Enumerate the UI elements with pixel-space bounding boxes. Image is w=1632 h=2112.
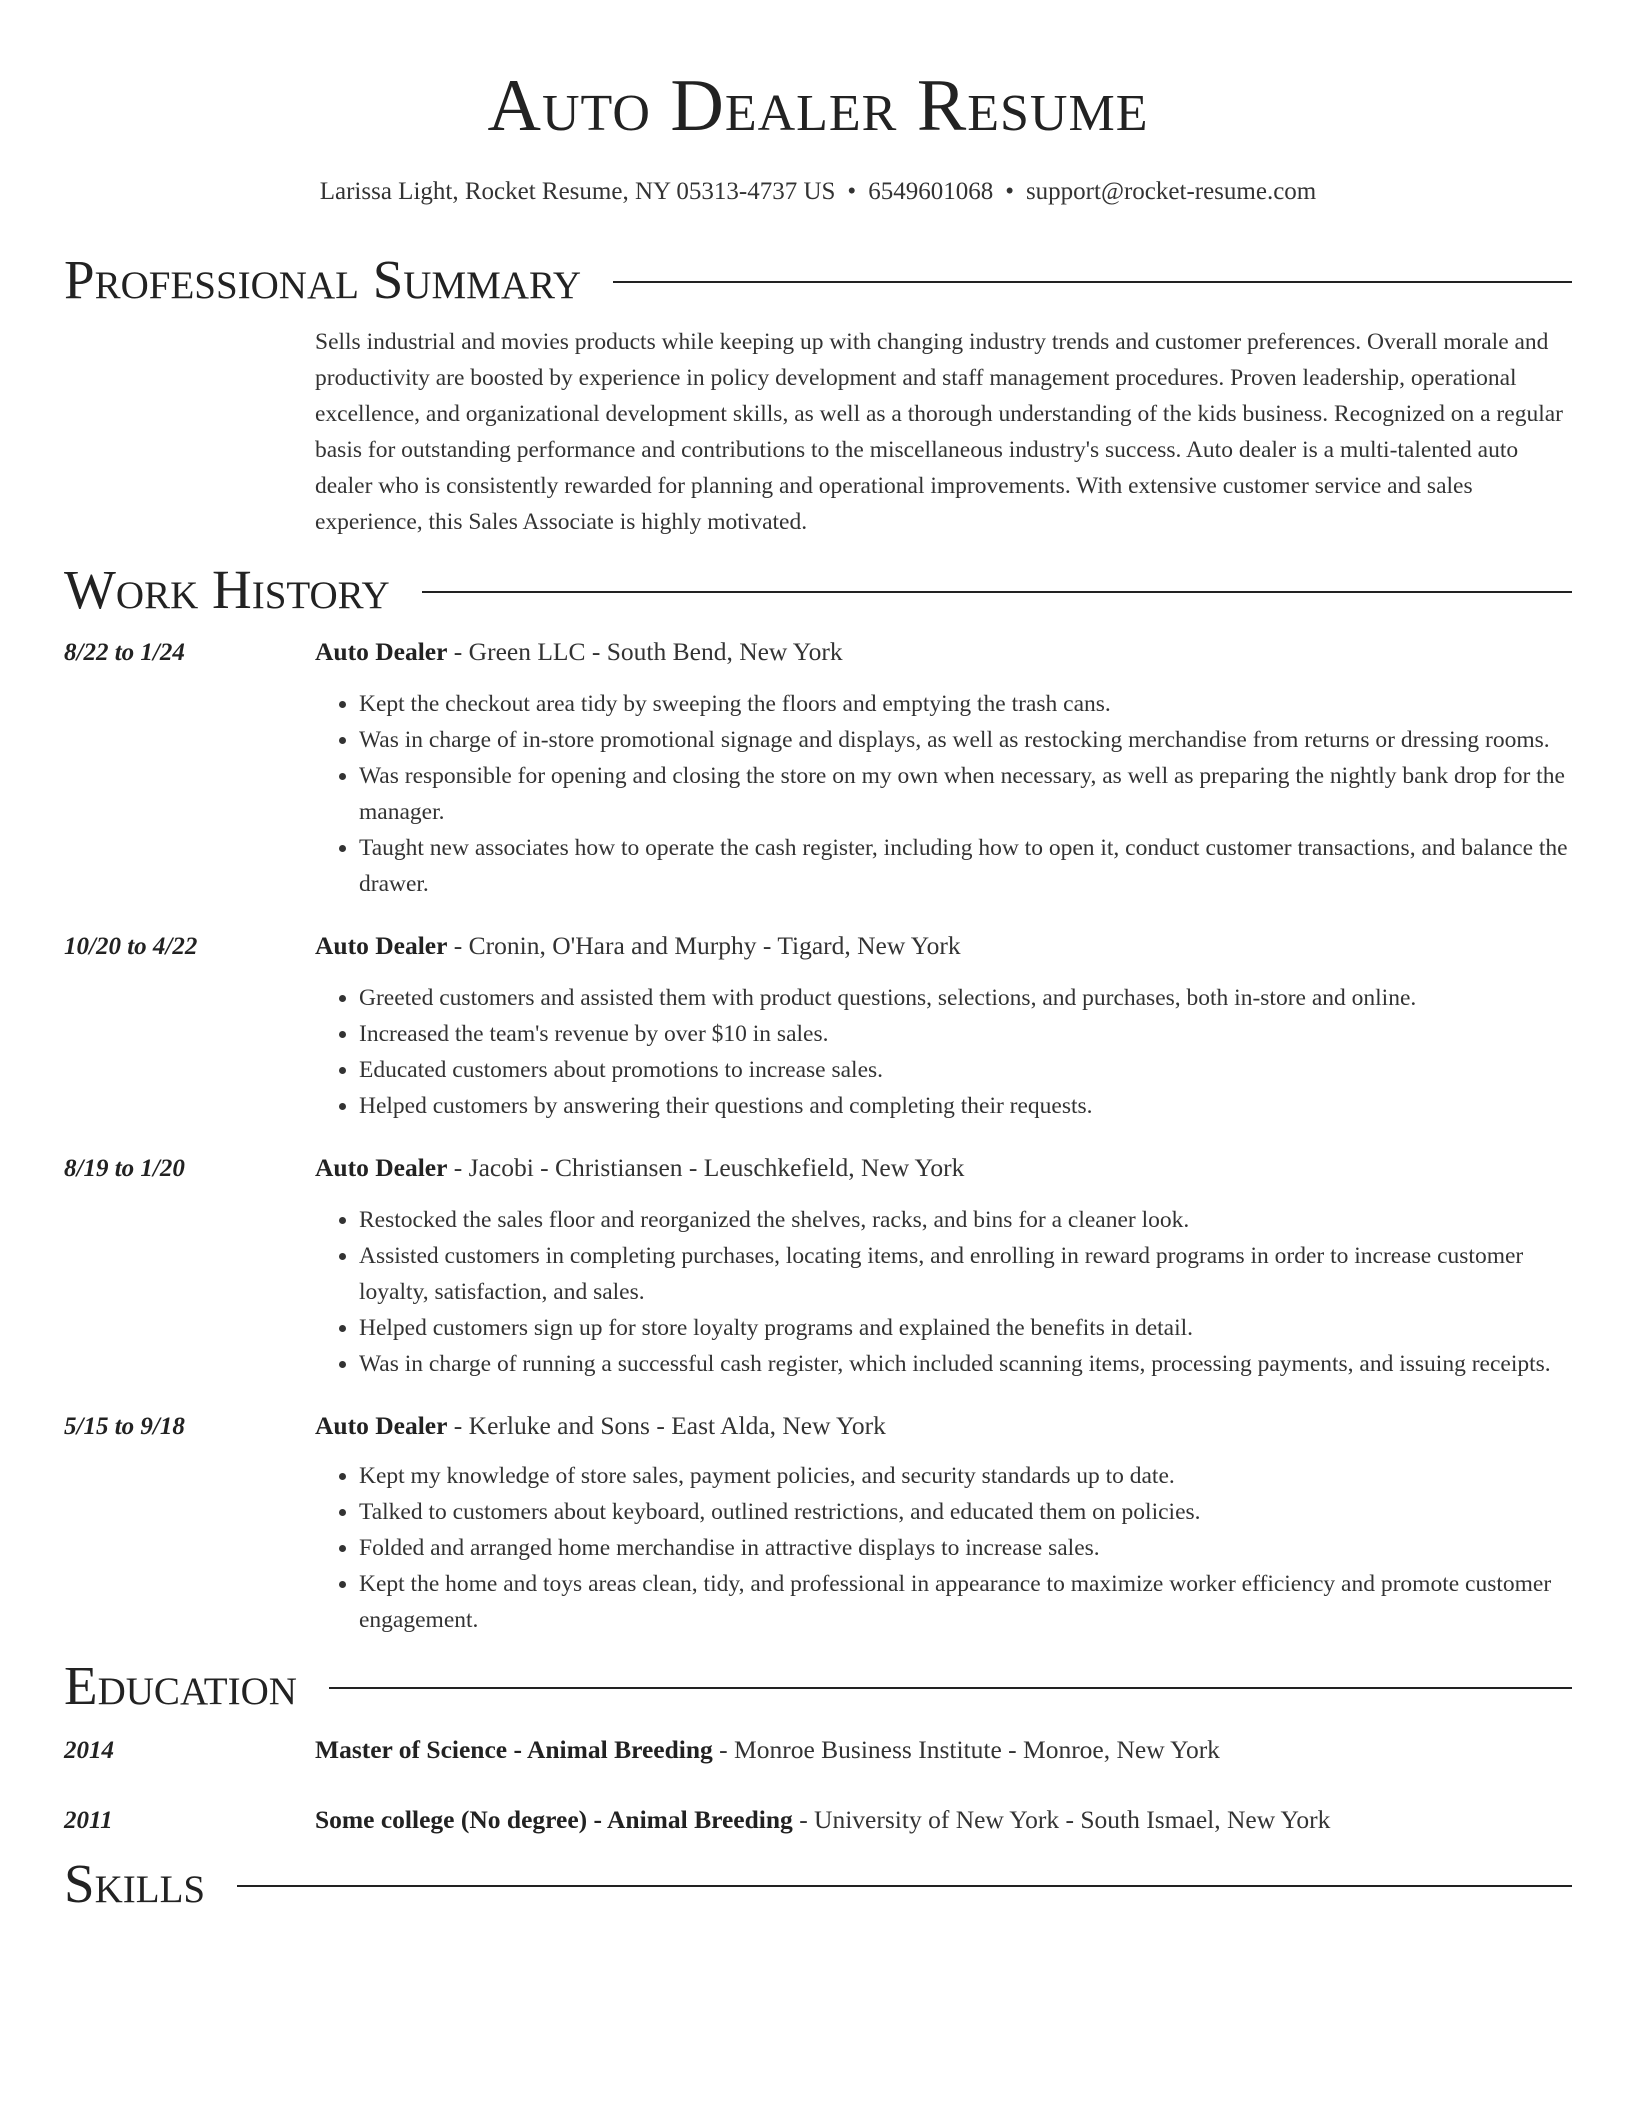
duty-item: • Folded and arranged home merchandise in attractive displays to increase sales.: [359, 1530, 1572, 1566]
education-detail: [315, 1800, 1330, 1840]
job-title: [315, 632, 843, 672]
duty-item: • Kept the checkout area tidy by sweeping the floors and emptying the trash cans.: [359, 686, 1572, 722]
job-dates: 5/15 to 9/18: [64, 1413, 185, 1440]
job-duties: [315, 686, 1572, 902]
skills-section-header: [64, 1850, 1572, 1918]
job-entry: [64, 926, 1572, 1124]
duty-item: • Helped customers sign up for store loyalty programs and explained the benefits in detail.: [359, 1310, 1572, 1346]
job-entry: [64, 632, 1572, 902]
job-entry: [64, 1406, 1572, 1638]
job-title: [315, 1148, 964, 1188]
duty-item: • Restocked the sales floor and reorganized the shelves, racks, and bins for a cleaner look.: [359, 1202, 1572, 1238]
duty-item: • Kept my knowledge of store sales, payment policies, and security standards up to date.: [359, 1458, 1572, 1494]
job-employer: - Cronin, O'Hara and Murphy - Tigard, New York: [447, 931, 961, 960]
job-dates: 8/19 to 1/20: [64, 1155, 185, 1182]
degree-name: Master of Science - Animal Breeding: [315, 1735, 713, 1764]
contact-line: [64, 174, 1572, 210]
job-duties: [315, 980, 1572, 1124]
job-employer: - Jacobi - Christiansen - Leuschkefield, New York: [447, 1153, 965, 1182]
job-duties: [315, 1202, 1572, 1382]
resume-page: [64, 0, 1572, 1918]
duty-item: • Was responsible for opening and closing the store on my own when necessary, as well as preparing the nightly bank drop for the manager.: [359, 758, 1572, 830]
summary-section-header: [64, 246, 1572, 314]
duty-item: • Talked to customers about keyboard, outlined restrictions, and educated them on policies.: [359, 1494, 1572, 1530]
job-role: Auto Dealer: [315, 1411, 448, 1440]
education-entry: [64, 1800, 1572, 1840]
education-entry: [64, 1730, 1572, 1770]
contact-address: Larissa Light, Rocket Resume, NY 05313-4737 US: [319, 178, 836, 205]
duty-item: • Was in charge of running a successful cash register, which included scanning items, processing payments, and issuing receipts.: [359, 1346, 1572, 1382]
skills-heading: Skills: [64, 1853, 206, 1914]
duty-item: • Helped customers by answering their questions and completing their requests.: [359, 1088, 1572, 1124]
section-divider: [613, 281, 1572, 283]
education-section-header: [64, 1652, 1572, 1720]
summary-heading: Professional Summary: [64, 249, 582, 310]
job-role: Auto Dealer: [315, 1153, 448, 1182]
duty-item: • Increased the team's revenue by over $10 in sales.: [359, 1016, 1572, 1052]
contact-phone: 6549601068: [868, 178, 994, 205]
duty-item: • Taught new associates how to operate the cash register, including how to open it, conduct customer transactions, and balance the drawer.: [359, 830, 1572, 902]
contact-email: support@rocket-resume.com: [1025, 178, 1317, 205]
job-duties: [315, 1458, 1572, 1638]
job-dates: 10/20 to 4/22: [64, 933, 198, 960]
work-heading: Work History: [64, 559, 390, 620]
job-title: [315, 926, 961, 966]
job-entry: [64, 1148, 1572, 1382]
duty-item: • Was in charge of in-store promotional signage and displays, as well as restocking merchandise from returns or dressing rooms.: [359, 722, 1572, 758]
job-title: [315, 1406, 886, 1446]
degree-name: Some college (No degree) - Animal Breeding: [315, 1805, 793, 1834]
job-dates: 8/22 to 1/24: [64, 639, 185, 666]
job-role: Auto Dealer: [315, 931, 448, 960]
separator-dot: •: [847, 178, 857, 205]
school-name: - University of New York - South Ismael, New York: [792, 1805, 1331, 1834]
section-divider: [237, 1885, 1572, 1887]
separator-dot: •: [1005, 178, 1014, 205]
duty-item: • Assisted customers in completing purchases, locating items, and enrolling in reward programs in order to increase customer loyalty, satisfaction, and sales.: [359, 1238, 1572, 1310]
education-heading: Education: [64, 1655, 297, 1716]
duty-item: • Kept the home and toys areas clean, tidy, and professional in appearance to maximize worker efficiency and promote customer engagement.: [359, 1566, 1572, 1638]
section-divider: [329, 1687, 1572, 1689]
summary-text: Sells industrial and movies products while keeping up with changing industry trends and customer preferences. Overall morale and productivity are boosted by experience in policy development and staff management procedures. Proven leadership, operational excellence, and organizational development skills, as well as a thorough understanding of the kids business. Recognized on a regular basis for outstanding performance and contributions to the miscellaneous industry's success. Auto dealer is a multi-talented auto dealer who is consistently rewarded for planning and operational improvements. With extensive customer service and sales experience, this Sales Associate is highly motivated.: [315, 329, 1563, 535]
duty-item: • Greeted customers and assisted them with product questions, selections, and purchases, both in-store and online.: [359, 980, 1572, 1016]
job-role: Auto Dealer: [315, 637, 448, 666]
job-employer: - Green LLC - South Bend, New York: [447, 637, 843, 666]
school-name: - Monroe Business Institute - Monroe, New York: [712, 1735, 1220, 1764]
job-employer: - Kerluke and Sons - East Alda, New York: [447, 1411, 886, 1440]
work-section-header: [64, 556, 1572, 624]
resume-title: Auto Dealer Resume: [487, 65, 1149, 147]
section-divider: [422, 591, 1572, 593]
duty-item: • Educated customers about promotions to increase sales.: [359, 1052, 1572, 1088]
education-year: 2011: [64, 1807, 113, 1834]
education-year: 2014: [64, 1737, 114, 1764]
education-detail: [315, 1730, 1220, 1770]
